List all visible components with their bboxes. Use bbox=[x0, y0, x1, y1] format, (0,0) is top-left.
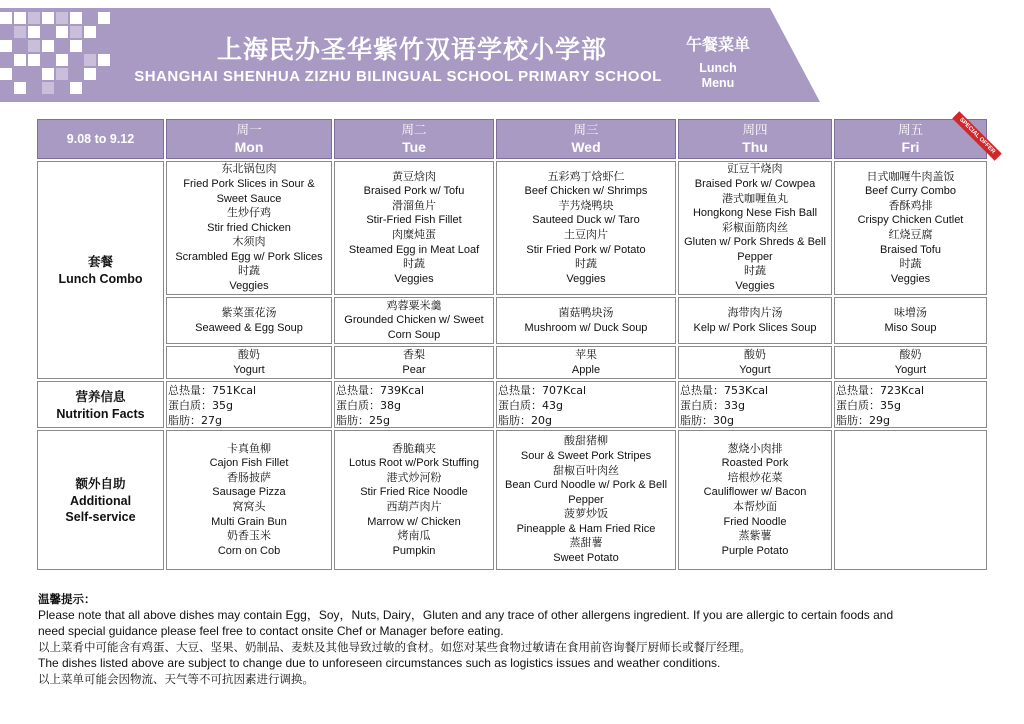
date-range: 9.08 to 9.12 bbox=[66, 132, 135, 146]
dish-en: Steamed Egg in Meat Loaf bbox=[348, 243, 480, 256]
dish-en: Stir Fried Pork w/ Potato bbox=[526, 243, 646, 256]
fat: 脂肪：20g bbox=[498, 414, 552, 427]
row-label-nutrition bbox=[37, 381, 164, 428]
soup-cn: 海带肉片汤 bbox=[727, 305, 783, 319]
protein: 蛋白质：35g bbox=[168, 399, 233, 412]
dish-cn: 蒸甜薯 bbox=[569, 536, 603, 550]
dish-cn: 滑溜鱼片 bbox=[392, 198, 436, 212]
dish-cn: 肉糜炖蛋 bbox=[392, 228, 436, 241]
allergy-note-en-1: Please note that all above dishes may contain Egg，Soy，Nuts, Dairy，Gluten and any trace of other allergens ingredient. If you are allergic to certain foods and bbox=[38, 608, 894, 622]
allergy-note-cn: 以上菜肴中可能含有鸡蛋、大豆、坚果、奶制品、麦麸及其他导致过敏的食材。如您对某些食物过敏请在食用前咨询餐厅厨师长或餐厅经理。 bbox=[38, 640, 751, 654]
row-label-en: Additional bbox=[69, 494, 132, 508]
dish-cn: 酸甜猪柳 bbox=[564, 434, 608, 448]
dish-cn: 彩椒面筋肉丝 bbox=[722, 220, 788, 234]
combo-cell-tue bbox=[334, 161, 494, 295]
dish-en: Sausage Pizza bbox=[212, 486, 286, 499]
protein: 蛋白质：35g bbox=[836, 399, 901, 412]
soup-en: Miso Soup bbox=[884, 321, 937, 334]
dish-cn: 土豆肉片 bbox=[564, 228, 608, 241]
combo-cell-wed bbox=[496, 161, 676, 295]
dish-en: Veggies bbox=[566, 272, 606, 285]
day-en: Mon bbox=[234, 139, 264, 155]
header-banner bbox=[0, 8, 820, 102]
calories: 总热量：739Kcal bbox=[336, 384, 425, 397]
dish-cn: 红烧豆腐 bbox=[888, 228, 933, 241]
dish-cn: 东北锅包肉 bbox=[221, 162, 277, 176]
extra-cell-tue bbox=[334, 430, 494, 570]
menu-label-en-line2: Menu bbox=[701, 76, 735, 90]
day-header-thu bbox=[678, 119, 832, 159]
row-label-extra bbox=[37, 430, 164, 570]
school-logo-pattern-icon bbox=[0, 8, 120, 102]
fat: 脂肪：25g bbox=[336, 414, 390, 427]
day-cn: 周四 bbox=[742, 122, 768, 137]
soup-en: Mushroom w/ Duck Soup bbox=[524, 321, 648, 334]
fat: 脂肪：29g bbox=[836, 414, 890, 427]
dish-en: Pineapple & Ham Fried Rice bbox=[516, 522, 656, 535]
calories: 总热量：751Kcal bbox=[168, 384, 257, 397]
dessert-cn: 酸奶 bbox=[238, 347, 260, 361]
school-name-cn: 上海民办圣华紫竹双语学校小学部 bbox=[216, 35, 607, 64]
soup-cell-wed bbox=[496, 297, 676, 344]
row-label-lunch bbox=[37, 161, 164, 379]
dish-cn: 芋艿烧鸭块 bbox=[558, 198, 614, 212]
soup-cn: 味增汤 bbox=[894, 305, 927, 319]
dish-cn: 香酥鸡排 bbox=[888, 198, 933, 212]
dish-cn: 时蔬 bbox=[744, 264, 766, 278]
dessert-cell-wed bbox=[496, 346, 676, 379]
school-name-en: SHANGHAI SHENHUA ZIZHU BILINGUAL SCHOOL PRIMARY SCHOOL bbox=[134, 68, 662, 85]
dish-en: Pepper bbox=[568, 493, 604, 506]
fat: 脂肪：30g bbox=[680, 414, 734, 427]
soup-cn: 紫菜蛋花汤 bbox=[221, 305, 277, 319]
dish-en: Marrow w/ Chicken bbox=[367, 515, 461, 528]
day-cn: 周五 bbox=[897, 122, 923, 137]
dish-en: Sauteed Duck w/ Taro bbox=[532, 214, 640, 227]
dessert-cell-mon bbox=[166, 346, 332, 379]
menu-label-en-line1: Lunch bbox=[699, 61, 737, 75]
row-label-en: Self-service bbox=[65, 510, 136, 524]
dish-en: Gluten w/ Pork Shreds & Bell bbox=[684, 236, 826, 249]
dish-en: Scrambled Egg w/ Pork Slices bbox=[175, 250, 323, 263]
day-en: Fri bbox=[901, 139, 920, 155]
soup-cell-mon bbox=[166, 297, 332, 344]
dish-en: Fried Pork Slices in Sour & bbox=[183, 177, 315, 190]
calories: 总热量：723Kcal bbox=[836, 384, 925, 397]
dessert-cn: 酸奶 bbox=[899, 347, 922, 361]
day-cn: 周二 bbox=[401, 122, 427, 137]
dessert-cell-tue bbox=[334, 346, 494, 379]
dish-en: Stir Fried Rice Noodle bbox=[360, 486, 468, 499]
soup-cell-fri bbox=[834, 297, 987, 344]
dish-en: Fried Noodle bbox=[723, 515, 787, 528]
dish-cn: 香脆藕夹 bbox=[392, 441, 436, 455]
notes-section bbox=[38, 591, 988, 687]
soup-cell-thu bbox=[678, 297, 832, 344]
dish-cn: 烤南瓜 bbox=[397, 529, 431, 543]
dish-en: Cajon Fish Fillet bbox=[209, 457, 289, 470]
row-label-cn: 额外自助 bbox=[75, 476, 126, 491]
combo-cell-thu bbox=[678, 161, 832, 295]
nutrition-cell-thu bbox=[678, 381, 832, 428]
dish-cn: 甜椒百叶肉丝 bbox=[553, 463, 619, 477]
dish-en: Braised Tofu bbox=[880, 243, 941, 256]
dish-en: Sweet Sauce bbox=[216, 192, 282, 205]
dish-en: Sweet Potato bbox=[553, 552, 619, 565]
soup-en: Kelp w/ Pork Slices Soup bbox=[693, 321, 817, 334]
menu-label-en bbox=[680, 61, 756, 91]
dessert-cn: 苹果 bbox=[575, 347, 597, 361]
dish-en: Cauliflower w/ Bacon bbox=[703, 486, 807, 499]
dish-cn: 菠萝炒饭 bbox=[564, 507, 608, 521]
special-offer-ribbon bbox=[949, 116, 997, 157]
soup-en: Grounded Chicken w/ Sweet bbox=[344, 314, 484, 327]
dish-cn: 蒸紫薯 bbox=[738, 529, 772, 543]
row-label-en: Lunch Combo bbox=[58, 272, 143, 286]
extra-cell-wed bbox=[496, 430, 676, 570]
nutrition-cell-tue bbox=[334, 381, 494, 428]
ribbon-text: SPECIAL OFFER bbox=[952, 111, 1001, 160]
dish-en: Beef Curry Combo bbox=[864, 185, 957, 198]
dish-en: Veggies bbox=[394, 272, 434, 285]
dish-en: Purple Potato bbox=[721, 544, 789, 557]
row-label-cn: 套餐 bbox=[87, 254, 113, 269]
nutrition-cell-mon bbox=[166, 381, 332, 428]
dish-en: Crispy Chicken Cutlet bbox=[857, 214, 964, 227]
protein: 蛋白质：33g bbox=[680, 399, 745, 412]
dish-cn: 时蔬 bbox=[899, 257, 922, 271]
dish-cn: 香肠披萨 bbox=[227, 470, 271, 484]
dish-cn: 时蔬 bbox=[575, 257, 597, 271]
dish-cn: 本帮炒面 bbox=[733, 500, 777, 513]
day-cn: 周三 bbox=[573, 122, 599, 137]
dessert-en: Pear bbox=[402, 363, 426, 376]
soup-cell-tue bbox=[334, 297, 494, 344]
dish-cn: 日式咖喱牛肉盖饭 bbox=[866, 169, 955, 183]
extra-cell-mon bbox=[166, 430, 332, 570]
dish-cn: 生炒仔鸡 bbox=[227, 206, 271, 220]
protein: 蛋白质：38g bbox=[336, 399, 401, 412]
dish-en: Stir-Fried Fish Fillet bbox=[366, 214, 462, 227]
day-en: Tue bbox=[402, 139, 426, 155]
dish-en: Braised Pork w/ Tofu bbox=[363, 185, 465, 198]
notes-title: 温馨提示： bbox=[38, 592, 96, 606]
fat: 脂肪：27g bbox=[168, 414, 222, 427]
day-cn: 周一 bbox=[236, 122, 262, 137]
calories: 总热量：753Kcal bbox=[680, 384, 769, 397]
dessert-en: Yogurt bbox=[739, 363, 771, 376]
dish-cn: 培根炒花菜 bbox=[727, 470, 783, 484]
combo-cell-mon bbox=[166, 161, 332, 295]
dish-en: Lotus Root w/Pork Stuffing bbox=[348, 457, 480, 470]
row-label-cn: 营养信息 bbox=[75, 388, 126, 404]
dessert-cn: 酸奶 bbox=[744, 347, 766, 361]
dish-en: Braised Pork w/ Cowpea bbox=[694, 177, 816, 190]
day-en: Wed bbox=[571, 139, 601, 155]
soup-en: Corn Soup bbox=[387, 328, 441, 341]
dish-cn: 窝窝头 bbox=[232, 500, 266, 513]
soup-en: Seaweed & Egg Soup bbox=[195, 321, 303, 334]
dish-en: Multi Grain Bun bbox=[211, 515, 287, 528]
dish-cn: 奶香玉米 bbox=[227, 529, 271, 543]
dish-en: Veggies bbox=[890, 272, 931, 285]
dish-en: Pepper bbox=[737, 250, 773, 263]
change-note-en: The dishes listed above are subject to change due to unforeseen circumstances such as logistics issues and weather conditions. bbox=[38, 656, 721, 670]
dish-cn: 时蔬 bbox=[403, 257, 425, 271]
dish-en: Corn on Cob bbox=[217, 544, 281, 557]
menu-label-cn: 午餐菜单 bbox=[685, 35, 750, 54]
row-label-en: Nutrition Facts bbox=[56, 406, 145, 421]
dish-en: Veggies bbox=[229, 280, 269, 293]
extra-cell-fri bbox=[834, 430, 987, 570]
combo-cell-fri bbox=[834, 161, 987, 295]
dish-cn: 卡真鱼柳 bbox=[227, 441, 271, 455]
dish-en: Bean Curd Noodle w/ Pork & Bell bbox=[504, 479, 668, 492]
dessert-en: Yogurt bbox=[233, 363, 265, 376]
dish-cn: 时蔬 bbox=[238, 264, 260, 278]
day-header-tue bbox=[334, 119, 494, 159]
dish-en: Beef Chicken w/ Shrimps bbox=[524, 185, 648, 198]
soup-cn: 鸡蓉粟米羹 bbox=[386, 298, 442, 312]
dessert-cell-fri bbox=[834, 346, 987, 379]
nutrition-cell-fri bbox=[834, 381, 987, 428]
dish-cn: 木须肉 bbox=[232, 235, 266, 249]
dish-en: Veggies bbox=[735, 280, 775, 293]
date-range-cell bbox=[37, 119, 164, 159]
dish-en: Hongkong Nese Fish Ball bbox=[692, 207, 818, 220]
day-header-wed bbox=[496, 119, 676, 159]
day-en: Thu bbox=[742, 139, 768, 155]
nutrition-cell-wed bbox=[496, 381, 676, 428]
dish-en: Roasted Pork bbox=[721, 457, 789, 470]
allergy-note-en-2: need special guidance please feel free to contact onsite Chef or Manager before eating. bbox=[38, 624, 504, 638]
dish-en: Stir fried Chicken bbox=[207, 221, 291, 234]
day-header-mon bbox=[166, 119, 332, 159]
dessert-cell-thu bbox=[678, 346, 832, 379]
dessert-en: Apple bbox=[571, 363, 601, 376]
dish-cn: 港式咖喱鱼丸 bbox=[722, 191, 788, 205]
dish-cn: 西葫芦肉片 bbox=[386, 500, 442, 513]
change-note-cn: 以上菜单可能会因物流、天气等不可抗因素进行调换。 bbox=[38, 672, 314, 686]
dish-cn: 五彩鸡丁焓虾仁 bbox=[547, 169, 625, 183]
calories: 总热量：707Kcal bbox=[498, 384, 587, 397]
dish-en: Sour & Sweet Pork Stripes bbox=[520, 449, 652, 462]
dish-cn: 豇豆干烧肉 bbox=[727, 162, 783, 176]
protein: 蛋白质：43g bbox=[498, 399, 563, 412]
dessert-cn: 香梨 bbox=[403, 347, 425, 361]
soup-cn: 菌菇鸭块汤 bbox=[558, 305, 614, 319]
extra-cell-thu bbox=[678, 430, 832, 570]
dish-cn: 葱烧小肉排 bbox=[727, 441, 783, 455]
dish-cn: 港式炒河粉 bbox=[386, 470, 442, 484]
dessert-en: Yogurt bbox=[894, 363, 927, 376]
dish-cn: 黄豆焓肉 bbox=[392, 169, 436, 183]
dish-en: Pumpkin bbox=[392, 544, 436, 557]
